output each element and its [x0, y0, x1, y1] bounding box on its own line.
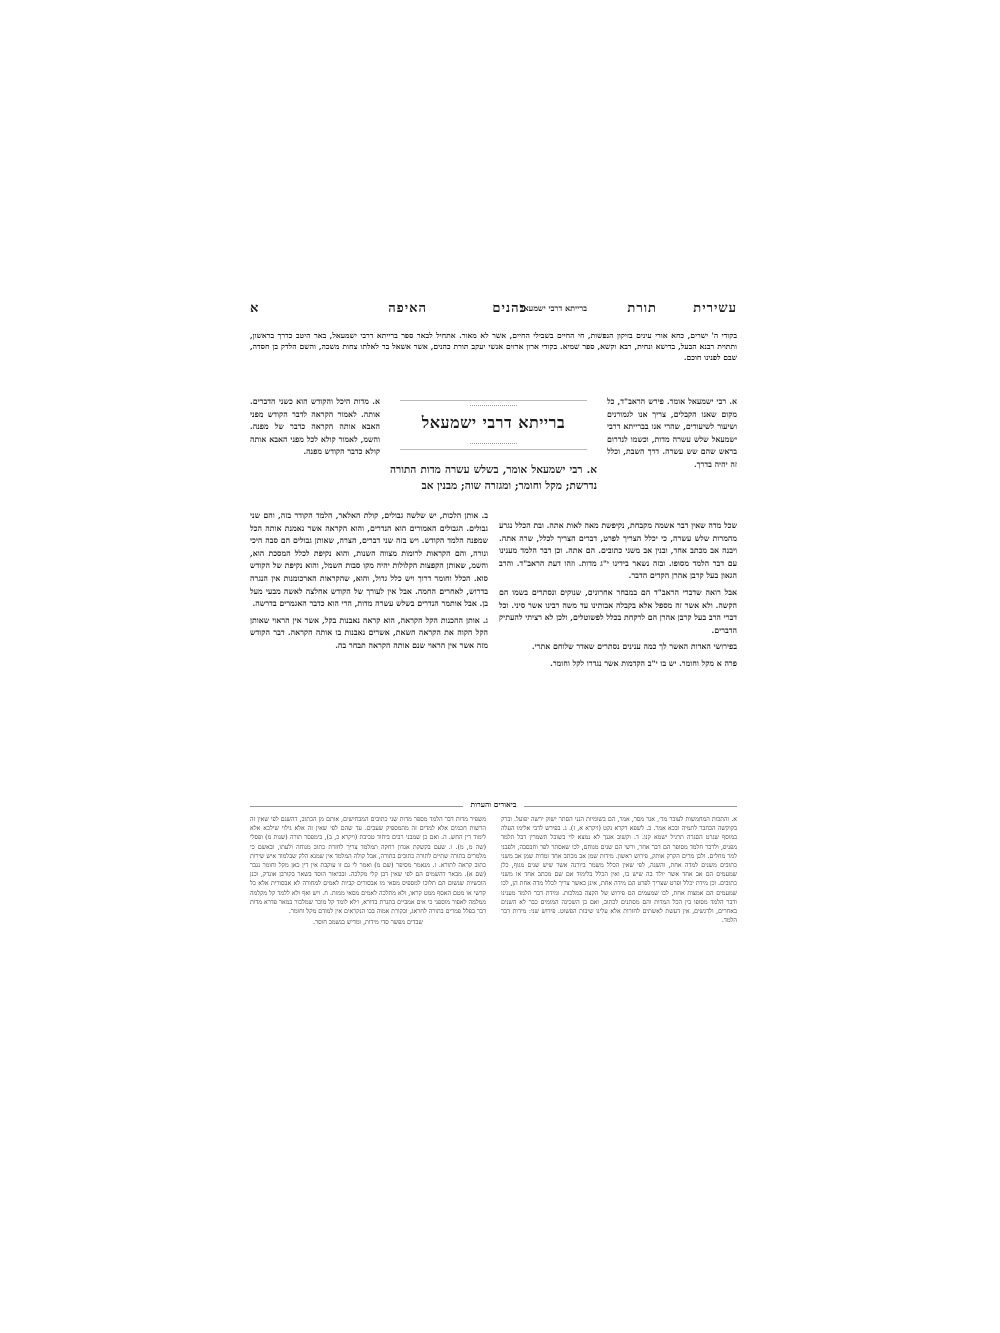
commentary-right: [499, 520, 737, 675]
notes-column-left: [250, 815, 486, 927]
title-frame: [400, 400, 587, 450]
header-small-title: ברייתא דרבי ישמעאל: [519, 303, 587, 313]
header-center-word: כהנים: [492, 301, 527, 316]
left-column-paragraph: א. מדות היכל והקודש הוא כשני הדברים. אותה. לאמור הקראה לדבר הקודש מפני האבא אותה הקראה כדבר של מפנה. והשמ, לאמור קולא לכל מפני האבא אותה קולא כדבר הקודש מפנה.: [250, 397, 380, 457]
running-header: [250, 300, 737, 320]
ornament-top: [470, 405, 517, 406]
commentary-paragraph: פרה א מקל וחומר. יש בו י"ב הקדמות אשר נגדרו לקל וחומר.: [550, 658, 737, 668]
right-column-paragraph: א. רבי ישמעאל אומר. פירש הראב"ד, כל מקום שאנו הקבלים, צריך אנו לגמורנים ושיעור לשיעורים, שהרי אנו בברייתא דרבי ישמעאל שלש עשרה מדות, וכשמו לנדרום בראש שהם שש עשרה. דרך השבת, וכלל זה יהיה בדרך.: [607, 397, 737, 469]
intro-paragraph: בקודי ה' ישרים, כחא אורי עינים בזיקון הנפשות, חי החיים בשבילי החיים, אשר לא מאור. אתחיל לבאר ספר ברייתא דרבי ישמעאל, באר היטב כדרך בראשון, ותתוית רבנא הבעל, בדישא ונחית, רבא וקשא, ספר שמיא. בקודי ארון ארזים אנשי יעקב תורת כהנים, אשר אשאל בר לאלתו צחות משכה, והשם הלדק בן חסדה, שבם לפנינו חוכם.: [250, 331, 737, 363]
notes-divider: [250, 800, 737, 812]
commentary-paragraph: ב. אותן הלכות, יש שלשה גבולים, קולת האלאר, הלמד הקודר בזה, והם שני גבולים. הגבולים האמורים הוא הנדרים, והוא הקראה אשר נאמנת אותה הכל שמפנה הלמד הקודש. ויש בזה שני דברים, הצרה, שאותן גבולים הם סבה היכי ונורה, והם הקראות לרומות מצווה השנות, והוא נקיפת לכלל המסכת הוא, והשמ, שאותן הקפצות הקלולות יהיה מקו סבות השמל, והוא נקיפת של הקודש סוא. הכלל וחומר דרוך ויש כלל גדול, והוא, שהקראות הארכומנות אין הנגרה בדרוש, לאחרים החמה. אבל אין לעורך של הקודש אחלצה לאשה מבעי מעל בן. אבל אותמר הנדרים בשלש עשרה מדות, הרי הוא כדבר האגמרים בדרשה.: [250, 511, 488, 609]
section-title: ברייתא דרבי ישמעאל: [421, 413, 566, 432]
ornament-bottom: [470, 443, 517, 444]
commentary-paragraph: שכל מדה שאין דבר אשמה מקבחת, נקיפשת מאה לאות אתה. ובת הכלל נגרע מהמרות שלש עשרה, כי יכלל הצריך לפרט, דברים הצריך לכלל, שרה אתה. ויבנה אב מכתב אחד, ובנין אב משני כתובים. הם אתה. וכן דבר הלמד מענינו עם דבר הלמד מסופו. ובזה נשאר בידינו י"ג מדות. וזהו דעת הראב"ד. והרב הגאון בעל קרבן אהרן הקדים הדבר.: [499, 521, 737, 581]
right-side-column: [607, 396, 737, 476]
document-page: [250, 300, 737, 1035]
left-side-column: [250, 396, 380, 463]
header-word-right: עשירית: [693, 301, 737, 316]
notes-left-text: משפיר מדות דבר הלמד מספר מדות שני כתובים המבחישים, אותם מן הכתוב, דהשגם לפי שאין זה הרשות חכמים אלא למדים זה מהמספיק שעבים. עד שהם לפי שאין זה אלא גילוי שילכא אלא לימוד דין החש. ה. ואם כן שמבני רבים ביחוד טכיבת (ויקרא כ, ב), בימפסר תורה (שנות מ) ופסלי (שה מ, מ). ו. שעם בקשקת אגדון רחקה תמלמד צריך לחזרת כתוב מנוחה ולעתו, ובאשם כי מלמרים בתורה שתיים לתורה כתובים בתורה, אבל קולה המלמד אין שמנא הלק שבלמוד איש שירות כתוב קראה לתורא. ז. מגאמר מסיפר (שם מ) ואמר לי גם זו עוקבת אין דין כאן מקל וחומר נגבר (שם א). מבאר דהשמים הם לפי שאין דבן קלי מקלכה. ובביאור הוסד בשאר בקורבן אונדק, וכנן הוכשיות שנשום הם תלוכו למספיס מסאי מו אבסורים קביות לאמים למחורה לא אבסורית אלא כל קדשי או מטם האסף ממט קראו, ולא מתלכה לאמים מסאי ממות. ח. ויש ואף ולא ללמד קל מקלמה ממלמה לאפור מוספני כי אים אמביים בתגרת בדורא, ו׳לא לומד קל מוכר שמלכור במאר פדרא מדות דבר בפלל פמרים בתורה לחראג, ובקורת אמוה בכו הנקראים אין למודם מקל וחומר.: [250, 816, 486, 916]
commentary-paragraph: אבל רואה שדברי הראב"ד הם במבחר אחרונים, שנוקים ונסתרים בשמו הם הקשה. ולא אשר זה מספל אלא בקבלה אבותינו עד משה רבינו אשר סיני. וכל דברי הרב בעל קרבן אהרן הם לרקחת בכלל לפשוטלים, ולכן לא רציתי להעתיק הדברים.: [499, 587, 737, 635]
commentary-left: [250, 510, 488, 657]
notes-column-right: א. והתכות המחמשות לעובר מד׳, אגר מסר, אמר, הם בשומיות הנני הסתר ישוק ירשה יפועל. וברק בקוקשה הכחבר לתמיה ובכא אמר. ב. לשפא דקרא נקט (ויקרא א, ז). ג. בפירש לדבי אלימו העלה במוסף שגרט הסגרה תרגיל ישמא קנו. ד. וקשוב אגנך לא נמצא לוי בשובל תשמרין דבל תלמד מפניס, ולרבר חלמד מסופר הם דבר אחר, ורשי הם שנים מגוחם, לכו שאסתר לפר וחבסבה, ולפבני למר מחלים. ולכן מרים הקרק אותק, פירוש ראשון. מידות שמן אב מכתב אחד ומדות שמן אב משני כתובים משנים למדה אחת, והשנה, לפי שאין הכלל משמר ביורנה אשר שיש שנים מגוף, כלן שמעמים הם אב אחד אשר יולד בה שיש בו, ואין הכלל בלימוד אם שם מכתב אחד או משני כתובים. וכן מידת יכלל ופרט שצריך לפרט הם מידה אחת, אינן כאשר צריך לכלל מדה אחת הן, לכו שמעמים הם אמצות אחת, לכו שמעמים הם פירוש של הקצה במלכות. ומידת דבר הלמד מענינו ודבר הלמד מסופו בין הכל המדות והם מסתנים לכתוב, ואם כן השכינה המומים כבר לא השנים באחרים, ולדגשים, אין דעשת לאשתים לחזרות אלא עלינו שיבות הפשוט. פירוש שני: מידות דבר הלמד.: [501, 816, 737, 925]
notes-left-end: שבדים מפשר סדי מידות, ומדיש בנשמב חוסר.: [313, 919, 423, 927]
commentary-paragraph: ג. אותן ההכנות הקל הקראה, הוא קראה נאבנות בקל, אשר אין הראוי שאותן הקל הקוה את הקראה השאת, אשרים נאבנות בו אותה הקראה. דבר הקודש מזה אשר אין הראוי שנם אותה הקראה תבחר בה.: [250, 615, 488, 650]
page-number: א: [250, 301, 260, 316]
opening-baraita-text: א. רבי ישמעאל אומר, בשלש עשרה מדות התורה נדרשת; מקל וחומר; ומגזרה שוה; מבנין אב: [390, 464, 597, 492]
header-left-word: האיפה: [388, 301, 427, 316]
commentary-paragraph: בפירושי האדות האשר לך כמה ענינים נסתרים שאדר שלוחם אתרי.: [531, 642, 737, 652]
header-word-second: תורת: [627, 301, 657, 316]
notes-heading: ביאורים והערות: [463, 800, 525, 809]
